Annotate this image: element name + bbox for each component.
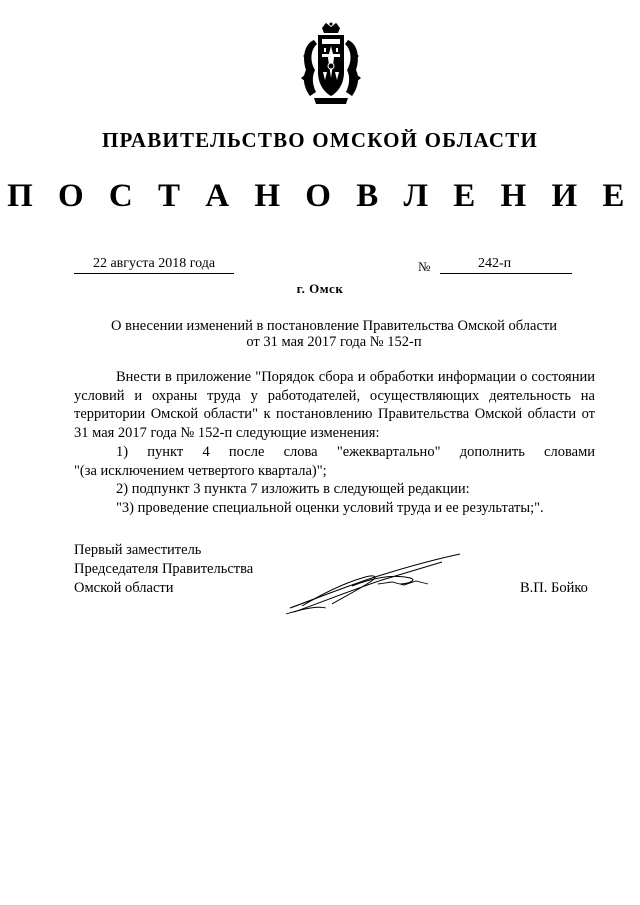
signatory-title-line-2: Председателя Правительства <box>74 560 254 577</box>
subject-line-1: О внесении изменений в постановление Правительства Омской области <box>111 318 557 334</box>
document-subject <box>74 318 594 350</box>
body-item-1-line-2: "(за исключением четвертого квартала)"; <box>74 462 327 479</box>
omsk-coat-of-arms-icon <box>300 22 362 106</box>
number-label: № <box>418 259 431 274</box>
body-item-2: 2) подпункт 3 пункта 7 изложить в следующей редакции: <box>116 481 470 498</box>
signatory-name: В.П. Бойко <box>520 580 588 596</box>
document-number: 242-п <box>440 256 572 274</box>
signatory-title <box>74 541 253 597</box>
signatory-title-line-3: Омской области <box>74 579 174 596</box>
signatory-title-line-1: Первый заместитель <box>74 542 202 558</box>
body-intro-paragraph: Внести в приложение "Порядок сбора и обработки информации о состоянии условий и охраны труда у работодателей, осуществляющих деятельность на территории Омской области" к постановлению Правительства Омской области от 31 мая 2017 года № 152-п следующие изменения: <box>74 369 595 442</box>
body-item-2-text: "3) проведение специальной оценки условий труда и ее результаты;". <box>116 499 544 516</box>
document-type-heading: П О С Т А Н О В Л Е Н И Е <box>7 178 633 214</box>
document-body <box>74 368 595 518</box>
body-item-1-line-1: 1) пункт 4 после слова "ежеквартально" дополнить словами <box>116 443 595 460</box>
subject-line-2: от 31 мая 2017 года № 152-п <box>246 334 422 350</box>
document-date: 22 августа 2018 года <box>74 256 234 274</box>
handwritten-signature-icon <box>282 548 472 620</box>
organization-title: ПРАВИТЕЛЬСТВО ОМСКОЙ ОБЛАСТИ <box>101 128 538 152</box>
document-city: г. Омск <box>296 281 344 296</box>
